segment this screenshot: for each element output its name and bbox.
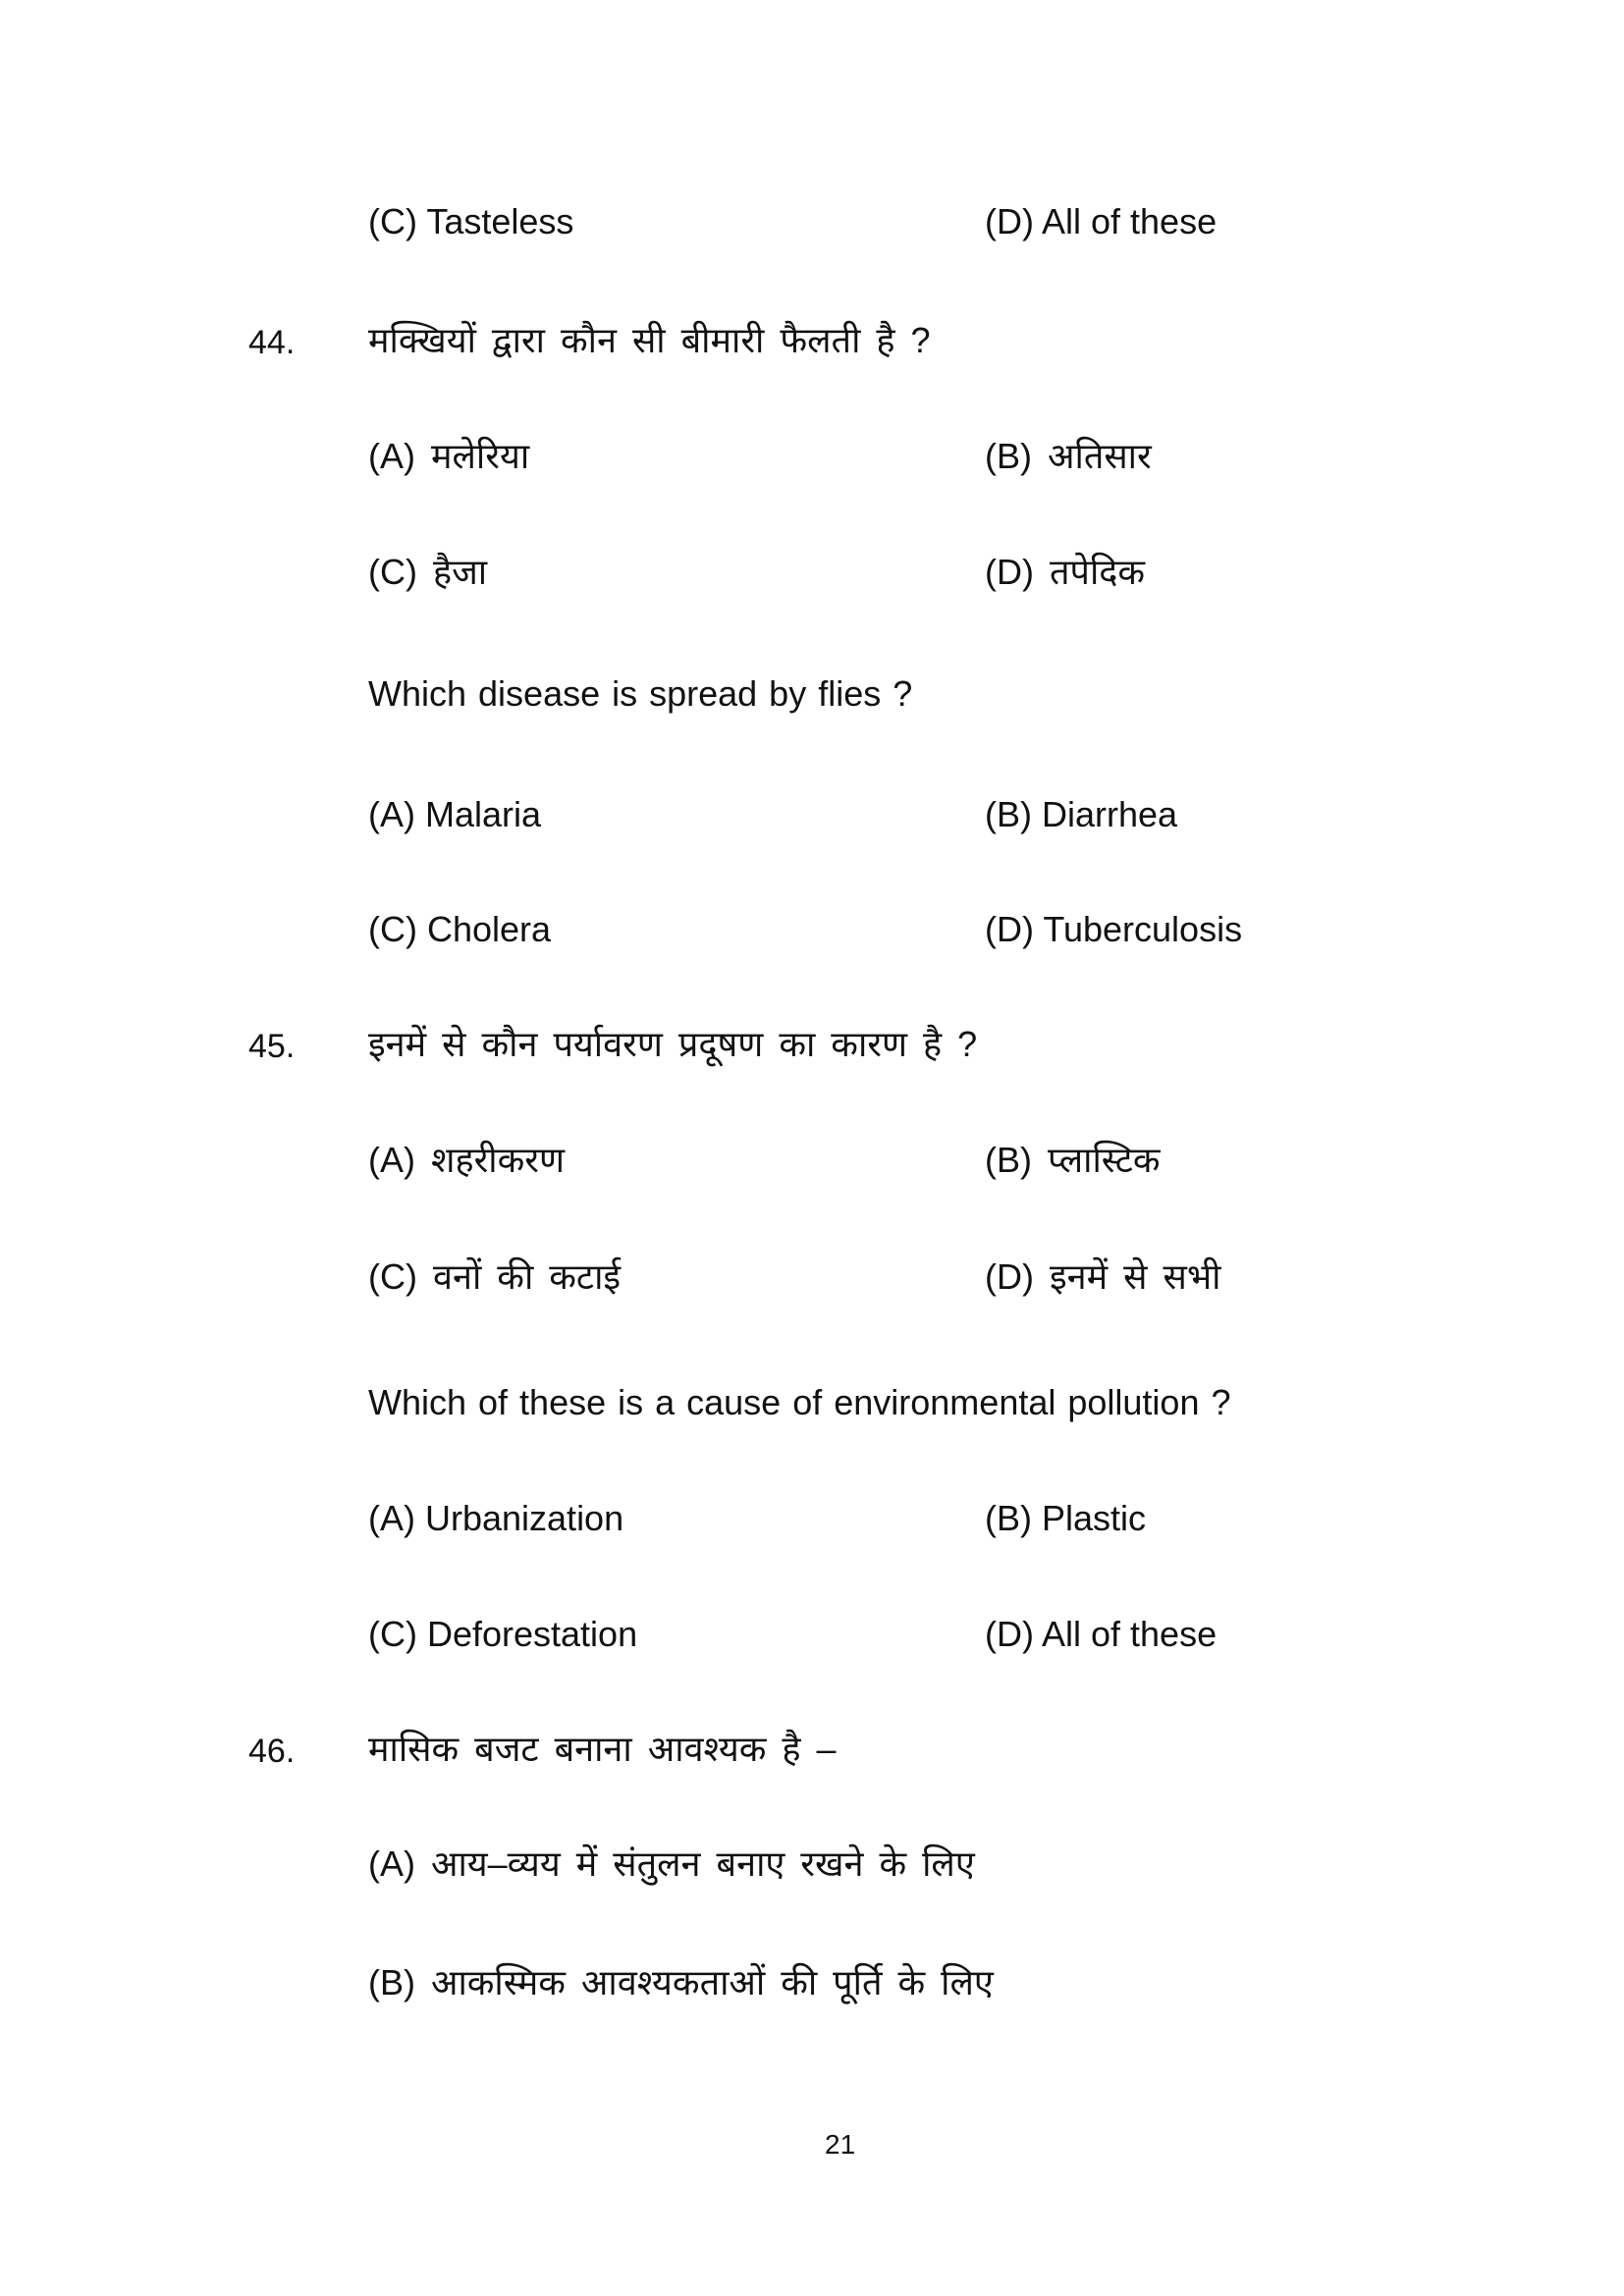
q44-option-c-english: (C) Cholera <box>368 909 552 949</box>
q43-option-c: (C) Tasteless <box>368 201 574 241</box>
q45-option-b-hindi: (B) प्लास्टिक <box>985 1140 1161 1180</box>
q45-question-hindi: इनमें से कौन पर्यावरण प्रदूषण का कारण है ? <box>368 1024 978 1064</box>
q45-option-d-hindi: (D) इनमें से सभी <box>985 1256 1221 1297</box>
page-number: 21 <box>825 2129 856 2160</box>
q44-option-d-english: (D) Tuberculosis <box>985 909 1243 949</box>
q43-option-d: (D) All of these <box>985 201 1218 241</box>
q44-question-english: Which disease is spread by flies ? <box>368 673 913 714</box>
q45-option-a-english: (A) Urbanization <box>368 1498 624 1538</box>
q44-option-d-hindi: (D) तपेदिक <box>985 552 1146 592</box>
q44-question-hindi: मक्खियों द्वारा कौन सी बीमारी फैलती है ? <box>368 320 931 360</box>
q45-question-english: Which of these is a cause of environmental pollution ? <box>368 1382 1231 1422</box>
q44-option-b-english: (B) Diarrhea <box>985 794 1178 834</box>
q44-number: 44. <box>248 324 296 361</box>
q45-option-c-hindi: (C) वनों की कटाई <box>368 1256 622 1297</box>
q45-option-d-english: (D) All of these <box>985 1614 1218 1654</box>
q46-question-hindi: मासिक बजट बनाना आवश्यक है – <box>368 1729 837 1769</box>
q45-option-b-english: (B) Plastic <box>985 1498 1147 1538</box>
q44-option-a-english: (A) Malaria <box>368 794 542 834</box>
q46-option-a-hindi: (A) आय–व्यय में संतुलन बनाए रखने के लिए <box>368 1843 975 1884</box>
q44-option-b-hindi: (B) अतिसार <box>985 436 1152 476</box>
q44-option-a-hindi: (A) मलेरिया <box>368 436 530 476</box>
q45-number: 45. <box>248 1028 296 1065</box>
q44-option-c-hindi: (C) हैजा <box>368 552 488 592</box>
q46-option-b-hindi: (B) आकस्मिक आवश्यकताओं की पूर्ति के लिए <box>368 1962 994 2002</box>
q45-option-a-hindi: (A) शहरीकरण <box>368 1140 566 1180</box>
q45-option-c-english: (C) Deforestation <box>368 1614 638 1654</box>
q46-number: 46. <box>248 1733 296 1770</box>
